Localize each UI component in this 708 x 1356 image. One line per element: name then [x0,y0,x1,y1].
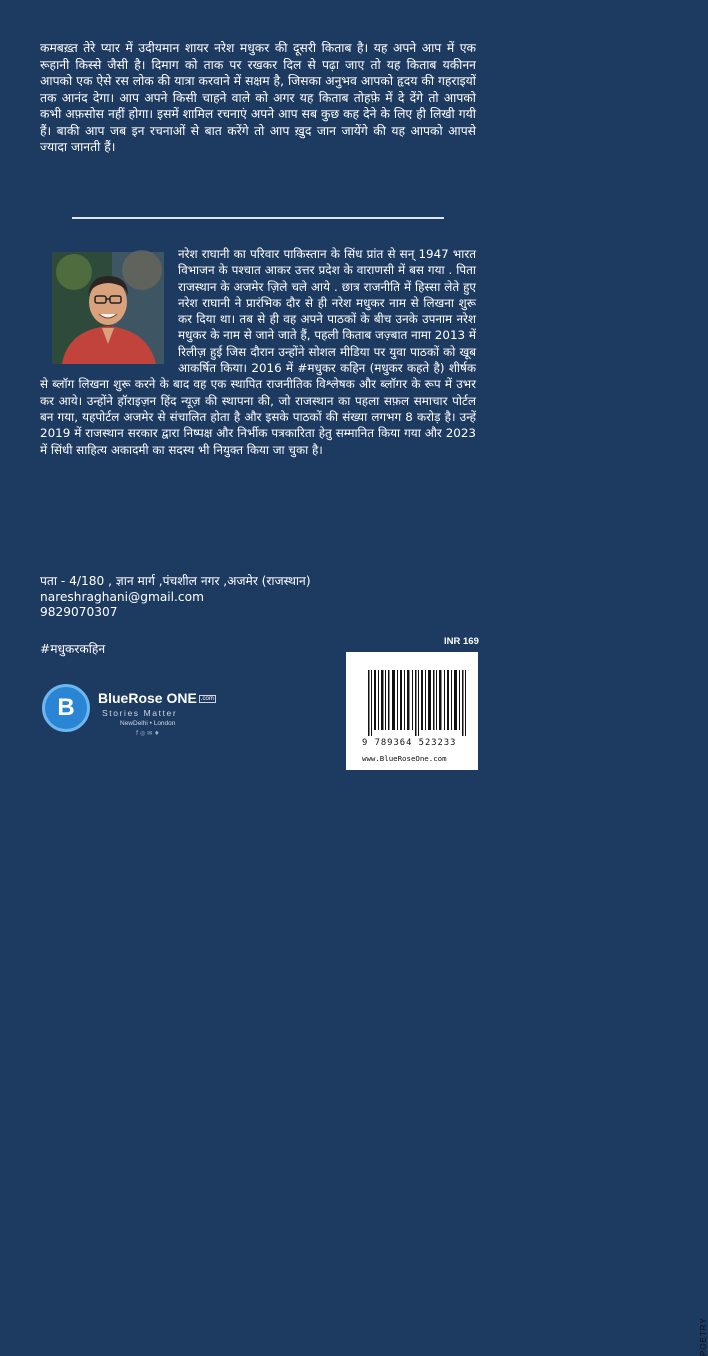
contact-email[interactable]: nareshraghani@gmail.com [40,589,204,604]
hashtag: #मधुकरकहिन [40,642,106,656]
author-bio: नरेश राघानी का परिवार पाकिस्तान के सिंध प्रांत से सन् 1947 भारत विभाजन के पश्चात आकर उत्तर प्रदेश के वाराणसी में बस गया . पिता राजस्थान के अजमेर ज़िले चले आये . छात्र राजनीति में हिस्सा लेते हुए नरेश राघानी ने प्रारंभिक दौर से ही नरेश मधुकर नाम से लिखना शुरू कर दिया था। तब से ही वह अपने पाठकों के बीच उनके उपनाम नरेश मधुकर के नाम से जाने जाते हैं, पहली किताब जज़्बात नामा 2013 में रिलीज़ हुई जिस दौरान उन्होंने सोशल मीडिया पर युवा पाठकों को खूब आकर्षित किया। 2016 में #मधुकर कहिन (मधुकर कहते है) शीर्षक से ब्लॉग लिखना शुरू करने के बाद वह एक स्थापित राजनीतिक विश्लेषक और ब्लॉगर के रूप में उभर कर आये। उन्होंने हॉराइज़न हिंद न्यूज़ की स्थापना की, जो राजस्थान का पहला सफ़ल समाचार पोर्टल बन गया, यहपोर्टल अजमेर से संचालित होता है और इसके पाठकों की संख्या लगभग 8 करोड़ है। उन्हें 2019 में राजस्थान सरकार द्वारा निष्पक्ष और निर्भीक पत्रकारिता हेतु सम्मानित किया गया और 2023 में सिंधी साहित्य अकादमी का सदस्य भी नियुक्त किया जा चुका है। [40,247,476,457]
back-cover-blurb: कमबख़्त तेरे प्यार में उदीयमान शायर नरेश मधुकर की दूसरी किताब है। यह अपने आप में एक रूहानी किस्से जैसी है। दिमाग को ताक पर रखकर दिल से पढ़ा जाए तो यह किताब यकीनन आपको एक ऐसे रस लोक की यात्रा करवाने में सक्षम है, जिसका अनुभव आपको हृदय की गहराइयों तक आनंद देगा। आप अपने किसी चाहने वाले को अगर यह किताब तोहफ़े में दे देंगे तो आपको कभी अफ़सोस नहीं होगा। इसमें शामिल रचनाएं अपने आप सब कुछ कह देने के लिए ही लिखी गयी हैं। बाकी आप जब इन रचनाओं से बात करेंगे तो आप ख़ुद जान जायेंगे की यह आपको आपसे ज्यादा जानती हैं। [40,41,476,154]
isbn-number: 9 789364 523233 [362,738,457,748]
contact-block [40,574,476,621]
section-divider [72,217,444,219]
publisher-logo [42,684,222,744]
publisher-name-badge: .com [200,696,214,703]
contact-phone[interactable]: 9829070307 [40,605,118,619]
publisher-website[interactable]: www.BlueRoseOne.com [362,754,447,763]
logo-letter: B [57,694,75,721]
author-portrait-icon [52,252,164,364]
contact-address: पता - 4/180 , ज्ञान मार्ग ,पंचशील नगर ,अजमेर (राजस्थान) [40,574,311,588]
bluerose-logo-icon [42,684,90,732]
barcode-icon [368,670,468,736]
publisher-name: BlueRose ONE .com [98,690,214,706]
genre-label: POETRY [699,1317,708,1356]
publisher-cities: NewDelhi • London [120,720,176,727]
publisher-tagline: Stories Matter [102,708,178,718]
price-label: INR 169 [444,636,479,647]
author-photo [52,252,164,364]
isbn-barcode-panel [346,652,708,1356]
social-icons: f ◎ ✉ ♦ [136,730,160,737]
